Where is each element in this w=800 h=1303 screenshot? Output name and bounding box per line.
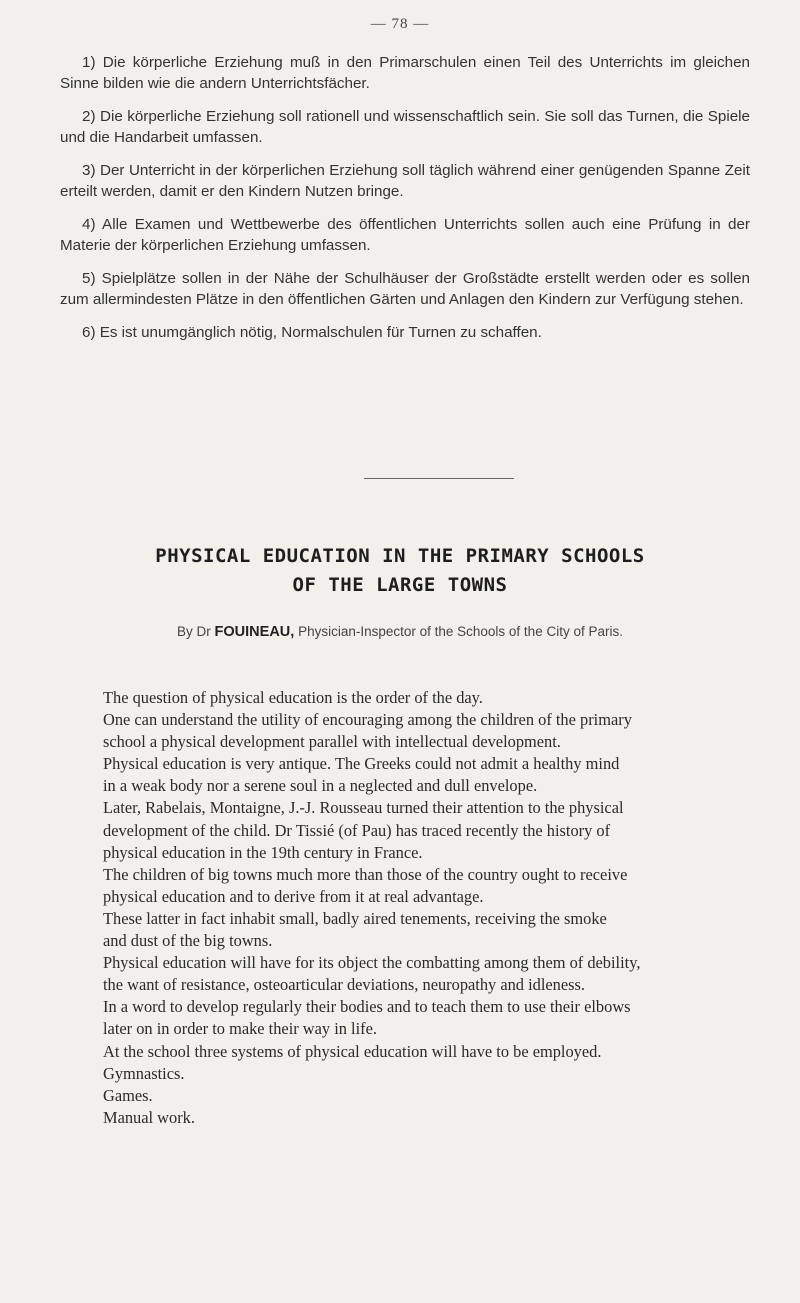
- page-number: — 78 —: [370, 16, 430, 32]
- article-body: [103, 687, 743, 1129]
- article-title-line-2: OF THE LARGE TOWNS: [292, 574, 508, 596]
- body-line: school a physical development parallel with intellectual development.: [103, 732, 561, 752]
- body-line: Manual work.: [103, 1107, 195, 1127]
- author-name: FOUINEAU,: [214, 624, 295, 640]
- body-line: physical education and to derive from it at real advantage.: [103, 886, 484, 906]
- body-line: Later, Rabelais, Montaigne, J.-J. Rousseau turned their attention to the physical: [103, 798, 624, 818]
- body-line: Physical education will have for its object the combatting among them of debility,: [103, 953, 641, 973]
- body-line: Gymnastics.: [103, 1063, 185, 1083]
- body-line: and dust of the big towns.: [103, 931, 273, 951]
- body-line: In a word to develop regularly their bodies and to teach them to use their elbows: [103, 997, 631, 1017]
- body-line: the want of resistance, osteoarticular deviations, neuropathy and idleness.: [103, 975, 586, 995]
- german-resolutions: [60, 52, 750, 355]
- body-line: Physical education is very antique. The Greeks could not admit a healthy mind: [103, 754, 620, 774]
- author-role: Physician-Inspector of the Schools of the City of Paris.: [298, 624, 623, 639]
- body-line: One can understand the utility of encouraging among the children of the primary: [103, 710, 632, 730]
- body-line: The question of physical education is the order of the day.: [103, 688, 483, 707]
- body-line: The children of big towns much more than those of the country ought to receive: [103, 864, 628, 884]
- byline-prefix: By Dr: [177, 624, 211, 639]
- german-item-5: 5) Spielplätze sollen in der Nähe der Schulhäuser der Großstädte erstellt werden oder es sollen zum allermindesten Plätze in den öffentlichen Gärten und Anlagen den Kindern zur Verfügung stehen.: [60, 270, 750, 308]
- body-line: At the school three systems of physical education will have to be employed.: [103, 1041, 602, 1061]
- german-item-6: 6) Es ist unumgänglich nötig, Normalschulen für Turnen zu schaffen.: [82, 324, 542, 341]
- section-divider: [364, 478, 514, 479]
- german-item-2: 2) Die körperliche Erziehung soll rationell und wissenschaftlich sein. Sie soll das Turnen, die Spiele und die Handarbeit umfassen.: [60, 108, 750, 146]
- body-line: These latter in fact inhabit small, badly aired tenements, receiving the smoke: [103, 908, 607, 928]
- article-title-line-1: PHYSICAL EDUCATION IN THE PRIMARY SCHOOLS: [155, 545, 645, 567]
- body-line: later on in order to make their way in life.: [103, 1019, 377, 1039]
- body-line: Games.: [103, 1085, 153, 1105]
- body-line: development of the child. Dr Tissié (of Pau) has traced recently the history of: [103, 820, 611, 840]
- german-item-3: 3) Der Unterricht in der körperlichen Erziehung soll täglich während einer genügenden Spanne Zeit erteilt werden, damit er den Kindern Nutzen bringe.: [60, 162, 750, 200]
- german-item-4: 4) Alle Examen und Wettbewerbe des öffentlichen Unterrichts sollen auch eine Prüfung in der Materie der körperlichen Erziehung umfassen.: [60, 216, 750, 254]
- body-line: physical education in the 19th century in France.: [103, 842, 423, 862]
- german-item-1: 1) Die körperliche Erziehung muß in den Primarschulen einen Teil des Unterrichts im gleichen Sinne bilden wie die andern Unterrichtsfächer.: [60, 54, 750, 92]
- byline: [0, 624, 800, 640]
- body-line: in a weak body nor a serene soul in a neglected and dull envelope.: [103, 776, 538, 796]
